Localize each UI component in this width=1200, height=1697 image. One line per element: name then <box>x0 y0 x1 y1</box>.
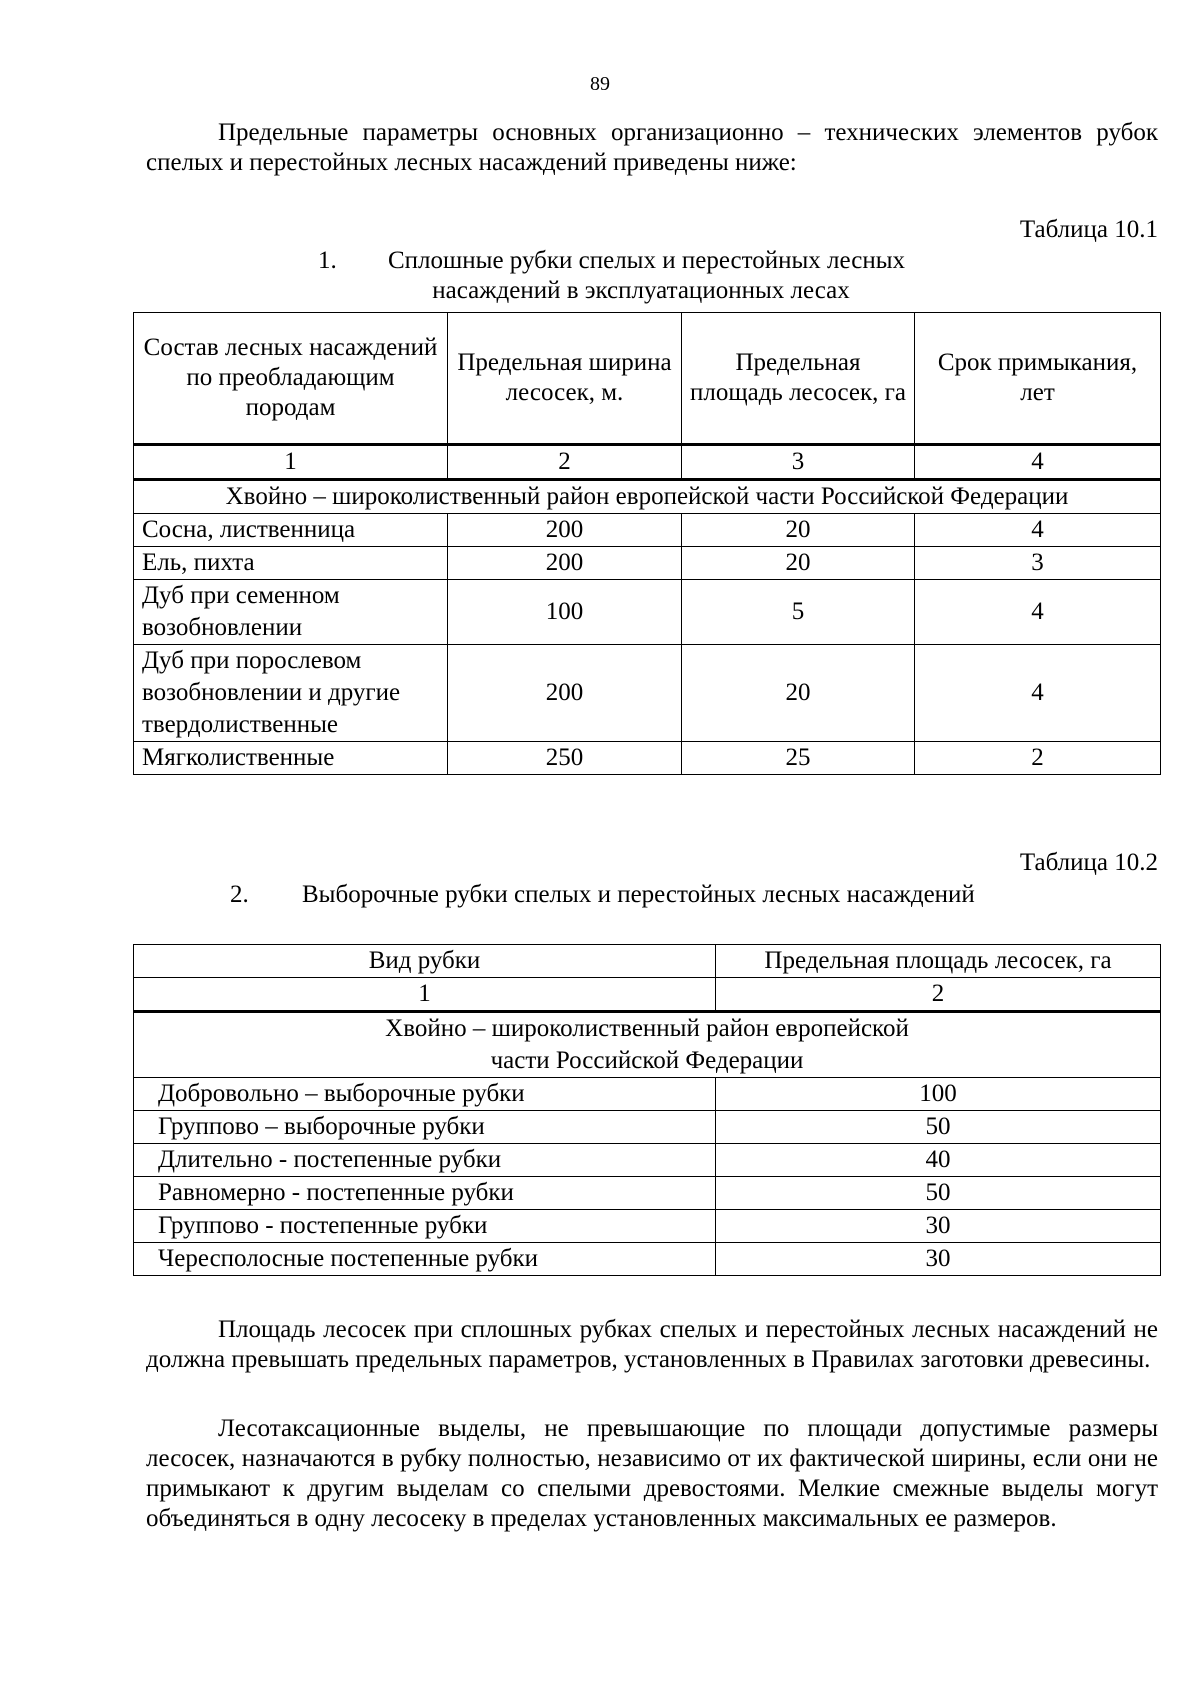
table2-cell: 40 <box>716 1144 1161 1177</box>
table1-cell: 2 <box>915 742 1161 775</box>
table1-cell: 20 <box>682 645 915 742</box>
table1-heading <box>340 246 990 306</box>
table2-cell: 30 <box>716 1210 1161 1243</box>
table1-region: Хвойно – широколиственный район европейской части Российской Федерации <box>134 480 1161 514</box>
table-row <box>134 1144 1161 1177</box>
table2-colnum: 1 <box>134 978 716 1012</box>
table2-cell: 30 <box>716 1243 1161 1276</box>
table1-colnum: 4 <box>915 445 1161 480</box>
table1-heading-line2: насаждений в эксплуатационных лесах <box>432 277 850 304</box>
table1-cell: 5 <box>682 580 915 645</box>
table1-header-area: Предельная площадь лесосек, га <box>682 313 915 445</box>
table2-cell: Добровольно – выборочные рубки <box>134 1078 716 1111</box>
table2-cell: 50 <box>716 1177 1161 1210</box>
table2-cell: Длительно - постепенные рубки <box>134 1144 716 1177</box>
table-row <box>134 1177 1161 1210</box>
table1-header-composition: Состав лесных насаждений по преобладающим породам <box>134 313 448 445</box>
table1-cell: 20 <box>682 514 915 547</box>
table2-header-kind: Вид рубки <box>134 945 716 978</box>
table2 <box>133 944 1161 1276</box>
table1-cell: 20 <box>682 547 915 580</box>
table2-label: Таблица 10.2 <box>1019 849 1158 876</box>
table1-colnum: 2 <box>448 445 682 480</box>
table1-cell: Ель, пихта <box>134 547 448 580</box>
table1-header-width: Предельная ширина лесосек, м. <box>448 313 682 445</box>
page-number: 89 <box>590 73 610 95</box>
table2-heading-number: 2. <box>230 881 249 908</box>
table2-cell: Группово – выборочные рубки <box>134 1111 716 1144</box>
paragraph-forest-plots: Лесотаксационные выделы, не превышающие по площади допустимые размеры лесосек, назначаются в рубку полностью, независимо от их фактической ширины, если они не примыкают к другим выделам со спелыми древостоями. Мелкие смежные выделы могут объединяться в одну лесосеку в пределах установленных максимальных ее размеров. <box>146 1415 1158 1532</box>
table1-cell: 3 <box>915 547 1161 580</box>
table1-cell: 200 <box>448 547 682 580</box>
table-row <box>134 1078 1161 1111</box>
table1-header-row <box>134 313 1161 445</box>
table-row <box>134 1210 1161 1243</box>
table2-cell: Чересполосные постепенные рубки <box>134 1243 716 1276</box>
table-row <box>134 514 1161 547</box>
table1-cell: 4 <box>915 645 1161 742</box>
table1-cell: 4 <box>915 514 1161 547</box>
table2-region-row <box>134 1012 1161 1078</box>
table1-cell: 4 <box>915 580 1161 645</box>
table1-column-numbers-row <box>134 445 1161 480</box>
table1-cell: 100 <box>448 580 682 645</box>
table-row <box>134 645 1161 742</box>
table1-cell: Дуб при семенном возобновлении <box>134 580 448 645</box>
table-row <box>134 547 1161 580</box>
table1-cell: Мягколиственные <box>134 742 448 775</box>
table2-cell: Равномерно - постепенные рубки <box>134 1177 716 1210</box>
table1-label: Таблица 10.1 <box>1019 216 1158 243</box>
table-row <box>134 742 1161 775</box>
table1-cell: Дуб при порослевом возобновлении и другие твердолиственные <box>134 645 448 742</box>
table1-heading-line1: Сплошные рубки спелых и перестойных лесных <box>388 247 906 274</box>
table2-header-area: Предельная площадь лесосек, га <box>716 945 1161 978</box>
table1-cell: 200 <box>448 645 682 742</box>
table1-region-row <box>134 480 1161 514</box>
table1-cell: 200 <box>448 514 682 547</box>
table1-cell: Сосна, лиственница <box>134 514 448 547</box>
paragraph-cutting-area: Площадь лесосек при сплошных рубках спелых и перестойных лесных насаждений не должна превышать предельных параметров, установленных в Правилах заготовки древесины. <box>146 1316 1158 1373</box>
table1-colnum: 3 <box>682 445 915 480</box>
table-row <box>134 1243 1161 1276</box>
table2-colnum: 2 <box>716 978 1161 1012</box>
table2-cell: 50 <box>716 1111 1161 1144</box>
table-row <box>134 580 1161 645</box>
table2-column-numbers-row <box>134 978 1161 1012</box>
table1-cell: 250 <box>448 742 682 775</box>
table1-colnum: 1 <box>134 445 448 480</box>
table1-cell: 25 <box>682 742 915 775</box>
table1 <box>133 312 1161 775</box>
table2-header-row <box>134 945 1161 978</box>
table-row <box>134 1111 1161 1144</box>
intro-paragraph: Предельные параметры основных организационно – технических элементов рубок спелых и перестойных лесных насаждений приведены ниже: <box>146 119 1158 176</box>
table2-heading: Выборочные рубки спелых и перестойных лесных насаждений <box>302 881 975 908</box>
table2-cell: 100 <box>716 1078 1161 1111</box>
table2-cell: Группово - постепенные рубки <box>134 1210 716 1243</box>
table1-header-term: Срок примыкания, лет <box>915 313 1161 445</box>
table2-region: Хвойно – широколиственный район европейской части Российской Федерации <box>134 1012 1161 1078</box>
